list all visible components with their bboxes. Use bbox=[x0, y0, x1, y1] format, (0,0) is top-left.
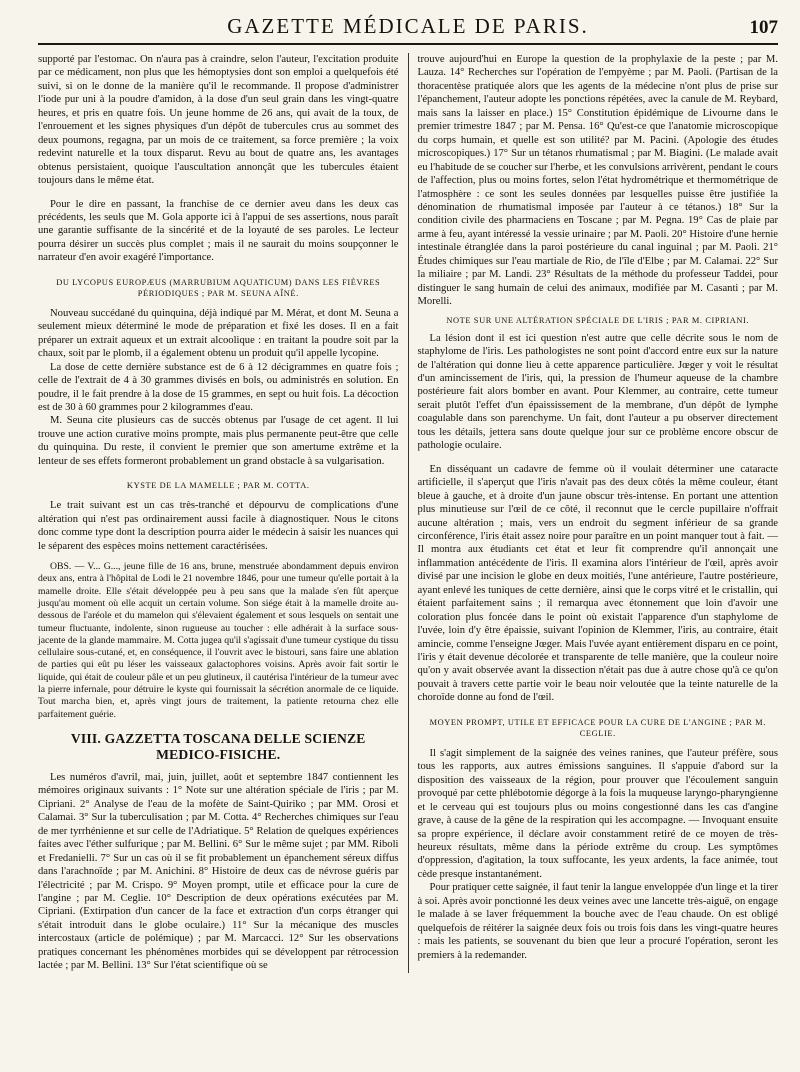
section-title: VIII. GAZZETTA TOSCANA DELLE SCIENZE MEDICO-FISICHE. bbox=[70, 730, 366, 762]
paragraph: Les numéros d'avril, mai, juin, juillet, août et septembre 1847 contiennent les mémoires originaux suivants : 1° Note sur une altération spéciale de l'iris ; par M. Cipriani. 2° Analyse de l'eau de la mofète de Saint-Quiriko ; par MM. Orosi et Calamai. 3° Sur la tuberculisation ; par M. Cotta. 4° Recherches chimiques sur l'eau de mer tyrrhénienne et sur celle de l'Adriatique. 5° Relation de quelques expériences faites avec l'éther sulfurique ; par M. Bellini. 6° Sur le même sujet ; par MM. Riboli et Fredanielli. 7° Sur un cas où il se fit probablement un épanchement séreux diffus dans l'arachnoïde ; par M. Anichini. 8° Histoire de deux cas de névrose guéris par l'électricité ; par M. Crispo. 9° Moyen prompt, utile et efficace pour la cure de l'angine ; par M. Ceglie. 10° Description de deux opérations exécutées par M. Cipriani. (Extirpation d'un cancer de la face et extraction d'un corps étranger qui s'était introduit dans le globe oculaire.) 11° Sur la mécanique des muscles intercostaux (article de polémique) ; par M. Marcacci. 12° Sur les observations pratiques concernant les phénomènes morbides qui se développent par rétrocession lactée ; par M. Bellini. 13° Sur l'état scientifique où se bbox=[38, 771, 399, 972]
page-header bbox=[38, 14, 778, 45]
paragraph: trouve aujourd'hui en Europe la question de la prophylaxie de la peste ; par M. Lauza. 14° Recherches sur l'opération de l'empyème ; par M. Paoli. (Partisan de la thoracentèse pratiquée alors que les agents de la médecine n'ont plus de prise sur l'épanchement, l'auteur adopte les ponctions répétées, avec la canule de M. Reybard, mais sans la laisser en place.) 15° Constitution épidémique de Livourne dans le premier trimestre 1847 ; par M. Pensa. 16° Qu'est-ce que l'anatomie microscopique du corps humain, et quelle est son utilité? par M. Pacini. (Apologie des études microscopiques.) 17° Sur un tétanos rhumatismal ; par M. Biagini. (Le malade avait eu l'habitude de se coucher sur l'herbe, et les convulsions arrivèrent, pendant le cours de l'affection, plus ou moins fortes, selon l'état hydrométrique et thermométrique de l'atmosphère : ce sont les seules données par lesquelles puisse être justifiée la dénomination de rhumatismal imposée par l'auteur à ce tétanos.) 18° Sur la condition civile des pharmaciens en Toscane ; par M. Pegna. 19° Cas de plaie par arme à feu, ayant intéressé la vessie urinaire ; par M. Paoli. 20° Histoire d'une hernie intestinale étranglée dans la paroi postérieure du canal inguinal ; par M. Paoli. 21° Études chimiques sur l'eau martiale de Rio, de l'île d'Elbe ; par M. Calamai. 22° Sur la miliaire ; par M. Landi. 23° Résultats de la méthode du professeur Taddei, pour distinguer le sang humain de celui des animaux, modifiée par M. Casanti ; par M. Morelli. bbox=[417, 54, 778, 308]
paragraph: Nouveau succédané du quinquina, déjà indiqué par M. Mérat, et dont M. Seuna a seulement mieux déterminé le mode de préparation et fixé les doses. Il en a fait préparer un extrait aqueux et un extrait alcoolique : en traitant la poudre soit par la chaux, soit par le plomb, il a également obtenu un produit qu'il appelle lycopine. bbox=[38, 307, 399, 360]
paragraph: En disséquant un cadavre de femme où il voulait déterminer une cataracte artificielle, il s'aperçut que l'iris n'avait pas des deux côtés la même couleur, étant bleue à gauche, et à droite d'un jaune obscur très-intense. En portant une attention plus minutieuse sur l'œil de ce côté, il reconnut que le cercle pupillaire n'offrait aucune altération ; mais, vers un endroit du segment inférieur de sa grande circonférence, l'iris était assez noire pour paraître en un point manquer tout à fait. — Il montra aux étudiants cet état et leur fit comprendre qu'il annonçait une inflammation antécédente de l'iris. Il examina alors l'intérieur de l'œil, après avoir divisé par une incision le globe en deux moitiés, l'une antérieure, l'autre postérieure, ayant enlevé les tuniques de cette dernière, ainsi que le corps vitré et le cristallin, qui étaient parfaitement sains ; il remarqua avec étonnement que loin d'avoir une coloration plus foncée dans le point où existait l'apparence d'un staphylome de l'uvée, loin d'y être épaissie, suivant l'opinion de Klemmer, l'iris, au contraire, était amincie, comme l'enseigne Jœger. Mais l'uvée ayant entièrement disparu en ce point, l'iris y était devenue décolorée et transparente de telle manière, que la couleur noire qu'on y avait observée avant la dissection n'était pas due à autre chose qu'à ce qu'on pouvait à travers cette partie voir le beau noir veloutée que la teinte naturelle de la choroïde donne au fond de l'œil. bbox=[417, 463, 778, 704]
section-heading: NOTE SUR UNE ALTÉRATION SPÉCIALE DE L'IRIS ; PAR M. CIPRIANI. bbox=[446, 315, 750, 325]
paragraph: La lésion dont il est ici question n'est autre que celle décrite sous le nom de staphylome de l'iris. Les pathologistes ne sont point d'accord entre eux sur la nature de l'altération qui donne lieu à cette apparence particulière. Jœger y voit le résultat d'un amincissement de l'iris, qui, la pression de l'humeur aqueuse de la chambre postérieure fait alors bomber en avant. Pour Klemmer, au contraire, cette tumeur serait plutôt l'effet d'un épaississement de la membrane, d'un dépôt de lymphe coagulable dans son parenchyme. Un fait, dont l'auteur a pu observer directement tous les détails, jettera sans doute quelque jour sur ce problème encore obscur de pathologie oculaire. bbox=[417, 332, 778, 452]
section-heading: MOYEN PROMPT, UTILE ET EFFICACE POUR LA CURE DE L'ANGINE ; PAR M. CEGLIE. bbox=[429, 717, 766, 738]
left-column bbox=[38, 53, 408, 973]
paragraph: La dose de cette dernière substance est de 6 à 12 décigrammes en quatre fois ; celle de l'extrait de 4 à 30 grammes divisés en bols, ou administrés en solution. En poudre, il le fait prendre à la dose de 15 grammes, en sept ou huit fois. La décoction est de 30 à 60 grammes pour 2 kilogrammes d'eau. bbox=[38, 361, 399, 413]
page-number: 107 bbox=[749, 17, 778, 38]
paragraph: M. Seuna cite plusieurs cas de succès obtenus par l'usage de cet agent. Il lui trouve une action curative moins prompte, mais plus permanente peut-être que celle du quinquina. Du reste, il convient le premier que son amertume extrême et la lenteur de ses effets formeront probablement un grand obstacle à sa vulgarisation. bbox=[38, 415, 399, 467]
paragraph: supporté par l'estomac. On n'aura pas à craindre, selon l'auteur, l'excitation produite par ce médicament, non plus que les hémoptysies dont son emploi a quelquefois été suivi, si on le donne de la manière qu'il le recommande. Il propose d'administrer l'iode pur uni à la poudre d'amidon, à la dose d'un seul grain dans les vingt-quatre heures, et pris en quatre fois. Un jeune homme de 26 ans, qui avait de la toux, de l'enrouement et les signes physiques d'un dépôt de tubercules crus au sommet des deux poumons, regagna, par un mois de ce traitement, sa force première ; la voix redevint naturelle et la toux disparut. Revu au bout de quatre ans, les avantages obtenus persistaient, quoique l'auscultation annonçât que les tubercules étaient toujours dans le même état. bbox=[38, 54, 399, 187]
section-heading: DU LYCOPUS EUROPÆUS (MARRUBIUM AQUATICUM) DANS LES FIÈVRES PÉRIODIQUES ; PAR M. SEUNA AÎNÉ. bbox=[56, 277, 381, 298]
right-column bbox=[408, 53, 779, 973]
paragraph: Pour le dire en passant, la franchise de ce dernier aveu dans les deux cas précédents, les seuls que M. Gola apporte ici à l'appui de ses assertions, nous paraît une garantie suffisante de la sincérité et de la loyauté de ses paroles. Le lecteur pourra désirer un succès plus complet ; mais il ne saurait du moins soupçonner le narrateur d'en avoir exagéré l'importance. bbox=[38, 198, 399, 264]
observation-block bbox=[38, 561, 399, 721]
paragraph: Il s'agit simplement de la saignée des veines ranines, que l'auteur préfère, sous tous les rapports, aux autres émissions sanguines. Il s'appuie d'abord sur la disposition des vaisseaux de la région, pour prouver que l'écoulement sanguin provoqué par cette phlébotomie dégorge à la fois la muqueuse laryngo-pharyngienne et le cerveau qui est toujours plus ou moins congestionné dans les cas d'angine grave, à cause de la gêne de la respiration qui les accompagne. — Invoquant ensuite sa propre expérience, il déclare avoir constamment retiré de ce moyen de très-heureux résultats, même dans la période extrême du croup. Les symptômes d'oppression, d'agitation, la toux suffocante, les yeux ardents, la face animée, tout cède presque instantanément. bbox=[417, 747, 778, 880]
journal-title: GAZETTE MÉDICALE DE PARIS. bbox=[227, 14, 589, 38]
section-heading: KYSTE DE LA MAMELLE ; PAR M. COTTA. bbox=[126, 481, 310, 491]
text-columns bbox=[38, 53, 778, 973]
paragraph: Pour pratiquer cette saignée, il faut tenir la langue enveloppée d'un linge et la tirer à soi. Après avoir ponctionné les deux veines avec une lancette très-aiguë, on engage le malade à se laver fréquemment la bouche avec de l'eau chaude. On est obligé quelquefois de réitérer la saignée deux fois ou trois fois dans les vingt-quatre heures : mais les patients, se souvenant du bien que leur a procuré l'opération, seront les premiers à la redemander. bbox=[417, 882, 778, 961]
observation-text: OBS. — V... G..., jeune fille de 16 ans, brune, menstruée abondamment depuis environ deux ans, entra à l'hôpital de Lodi le 21 novembre 1846, pour une tumeur qu'elle portait à la mamelle droite. Elle s'était développée peu à peu sans que la malade s'en fût aperçue jusqu'au moment où elle acquit un certain volume. Son siége était à la mamelle droite au-dessous de l'aréole et du mamelon qui s'élevaient également et sous lesquels on sentait une tumeur fluctuante, indolente, sinon rugueuse au toucher : elle adhérait à la surface sous-jacente de la glande mammaire. M. Cotta jugea qu'il s'agissait d'une tumeur cystique du tissu cellulaire sous-cutané, et, en conséquence, il l'ouvrit avec le bistouri, sans faire une ablation de parties qui eût pu léser les vaisseaux galactophores voisins. Après avoir fait sortir le liquide, qui était de couleur pâle et un peu glutineux, il cautérisa l'intérieur de la tumeur avec la pierre infernale, pour détruire le kyste qui fournissait la sécrétion anormale de ce liquide. Tout marcha bien, et, après vingt jours de traitement, la patiente retourna chez elle parfaitement guérie. bbox=[38, 561, 399, 720]
paragraph: Le trait suivant est un cas très-tranché et dépourvu de complications d'une altération qui n'est pas ordinairement aussi facile à diagnostiquer. Nous le citons donc comme type dont la description pourra aider le médecin à saisir les nuances qui le séparent des espèces moins nettement caractérisées. bbox=[38, 500, 399, 552]
